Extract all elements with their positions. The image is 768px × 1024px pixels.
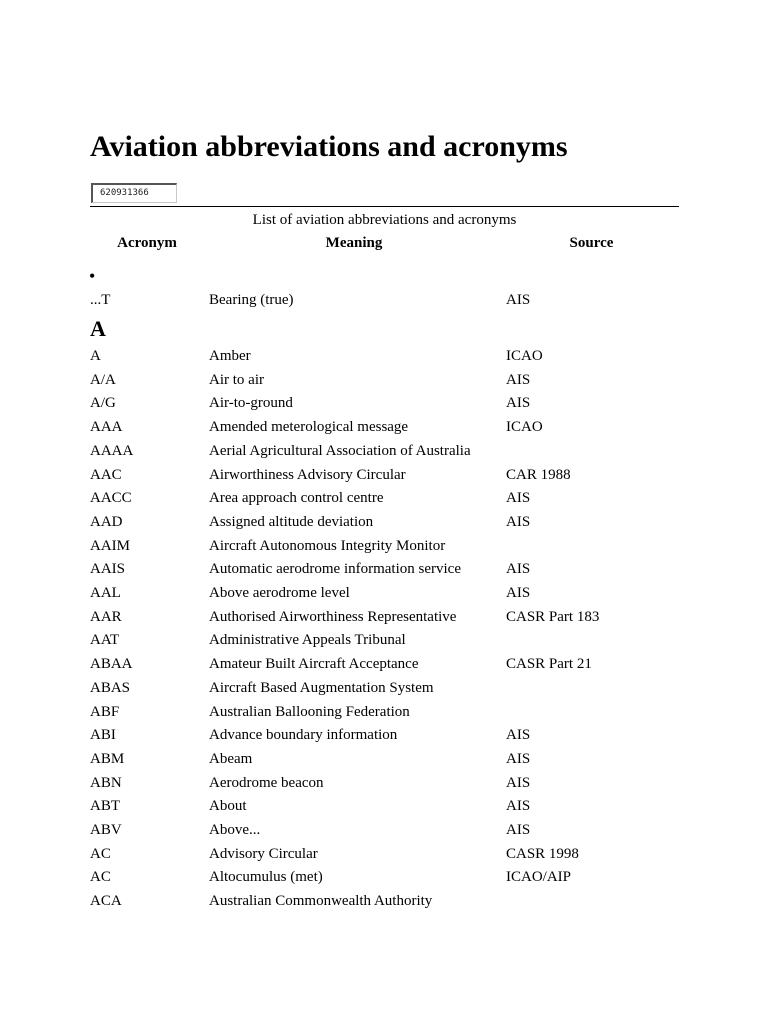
- meaning-cell: Assigned altitude deviation: [209, 513, 374, 530]
- table-row: [0, 558, 768, 580]
- page-title: Aviation abbreviations and acronyms: [90, 130, 568, 163]
- meaning-cell: Airworthiness Advisory Circular: [209, 466, 406, 483]
- acronym-cell: AAAA: [90, 442, 134, 459]
- source-cell: ICAO: [506, 419, 543, 436]
- acronym-cell: AAA: [90, 419, 123, 436]
- acronym-cell: A: [90, 348, 101, 364]
- meaning-cell: Amber: [209, 348, 251, 364]
- meaning-cell: Amended meterological message: [209, 419, 409, 436]
- acronym-cell: ...T: [90, 292, 111, 308]
- meaning-cell: Abeam: [209, 750, 253, 767]
- document-id-box: 620931366: [91, 183, 177, 203]
- meaning-cell: Above aerodrome level: [209, 585, 350, 601]
- acronym-cell: ACA: [90, 893, 122, 910]
- table-row: [0, 653, 768, 675]
- acronym-cell: AC: [90, 869, 111, 886]
- table-row: [0, 487, 768, 509]
- meaning-cell: About: [209, 798, 247, 815]
- source-cell: AIS: [506, 727, 531, 744]
- acronym-cell: ABAS: [90, 679, 131, 696]
- table-row: [0, 392, 768, 414]
- table-row: [0, 289, 768, 311]
- table-row: [0, 345, 768, 367]
- meaning-cell: Administrative Appeals Tribunal: [209, 632, 406, 649]
- source-cell: AIS: [506, 490, 531, 507]
- table-row: [0, 582, 768, 604]
- meaning-cell: Aircraft Based Augmentation System: [209, 679, 434, 696]
- source-cell: AIS: [506, 292, 531, 308]
- table-row: [0, 535, 768, 557]
- meaning-cell: Authorised Airworthiness Representative: [209, 608, 457, 625]
- meaning-cell: Australian Ballooning Federation: [209, 703, 410, 720]
- table-caption: List of aviation abbreviations and acronyms: [252, 212, 517, 228]
- acronym-cell: ABAA: [90, 656, 133, 673]
- table-row: [0, 748, 768, 770]
- list-bullet: •: [89, 266, 96, 286]
- table-row: [0, 677, 768, 699]
- table-row: [0, 772, 768, 794]
- acronym-cell: A/G: [90, 395, 116, 412]
- table-row: [0, 724, 768, 746]
- section-heading-letter: A: [90, 316, 106, 341]
- acronym-cell: AAL: [90, 585, 121, 601]
- meaning-cell: Aerial Agricultural Association of Australia: [209, 442, 471, 459]
- table-row: [0, 606, 768, 628]
- table-row: [0, 416, 768, 438]
- source-cell: AIS: [506, 798, 531, 815]
- source-cell: AIS: [506, 395, 531, 412]
- acronym-cell: AACC: [90, 490, 132, 507]
- source-cell: AIS: [506, 822, 531, 838]
- acronym-cell: A/A: [90, 371, 116, 388]
- acronym-cell: AAD: [90, 513, 123, 530]
- column-header-acronym: Acronym: [117, 235, 177, 251]
- meaning-cell: Air-to-ground: [209, 395, 293, 412]
- table-row: [0, 629, 768, 651]
- table-row: [0, 701, 768, 723]
- acronym-cell: AAT: [90, 632, 120, 649]
- meaning-cell: Amateur Built Aircraft Acceptance: [209, 656, 419, 673]
- meaning-cell: Area approach control centre: [209, 490, 384, 507]
- acronym-cell: AAR: [90, 608, 122, 625]
- meaning-cell: Automatic aerodrome information service: [209, 561, 461, 578]
- table-row: [0, 795, 768, 817]
- source-cell: AIS: [506, 585, 531, 601]
- table-row: [0, 440, 768, 462]
- table-row: [0, 464, 768, 486]
- table-row: [0, 890, 768, 912]
- source-cell: AIS: [506, 561, 531, 578]
- acronym-cell: ABV: [90, 822, 122, 838]
- meaning-cell: Air to air: [209, 371, 264, 388]
- table-top-rule: [90, 206, 679, 207]
- meaning-cell: Advisory Circular: [209, 845, 318, 862]
- acronym-cell: AAIS: [90, 561, 126, 578]
- acronym-cell: ABN: [90, 774, 122, 791]
- table-row: [0, 843, 768, 865]
- source-cell: AIS: [506, 774, 531, 791]
- source-cell: AIS: [506, 371, 531, 388]
- table-row: [0, 369, 768, 391]
- source-cell: CASR 1998: [506, 845, 579, 862]
- table-row: [0, 866, 768, 888]
- meaning-cell: Advance boundary information: [209, 727, 398, 744]
- acronym-cell: ABT: [90, 798, 120, 815]
- table-row: [0, 511, 768, 533]
- acronym-cell: ABF: [90, 703, 120, 720]
- source-cell: ICAO/AIP: [506, 869, 572, 886]
- meaning-cell: Aircraft Autonomous Integrity Monitor: [209, 537, 446, 554]
- acronym-cell: AAIM: [90, 537, 130, 554]
- source-cell: CASR Part 183: [506, 608, 600, 625]
- acronym-cell: ABM: [90, 750, 125, 767]
- meaning-cell: Altocumulus (met): [209, 869, 323, 886]
- meaning-cell: Australian Commonwealth Authority: [209, 893, 433, 910]
- source-cell: ICAO: [506, 348, 543, 364]
- column-header-meaning: Meaning: [325, 235, 383, 251]
- acronym-cell: ABI: [90, 727, 116, 744]
- acronym-cell: AAC: [90, 466, 122, 483]
- column-header-source: Source: [569, 235, 614, 251]
- table-row: [0, 819, 768, 841]
- meaning-cell: Bearing (true): [209, 292, 294, 308]
- meaning-cell: Aerodrome beacon: [209, 774, 324, 791]
- source-cell: AIS: [506, 750, 531, 767]
- source-cell: AIS: [506, 513, 531, 530]
- acronym-cell: AC: [90, 845, 111, 862]
- meaning-cell: Above...: [209, 822, 261, 838]
- source-cell: CAR 1988: [506, 466, 571, 483]
- source-cell: CASR Part 21: [506, 656, 592, 673]
